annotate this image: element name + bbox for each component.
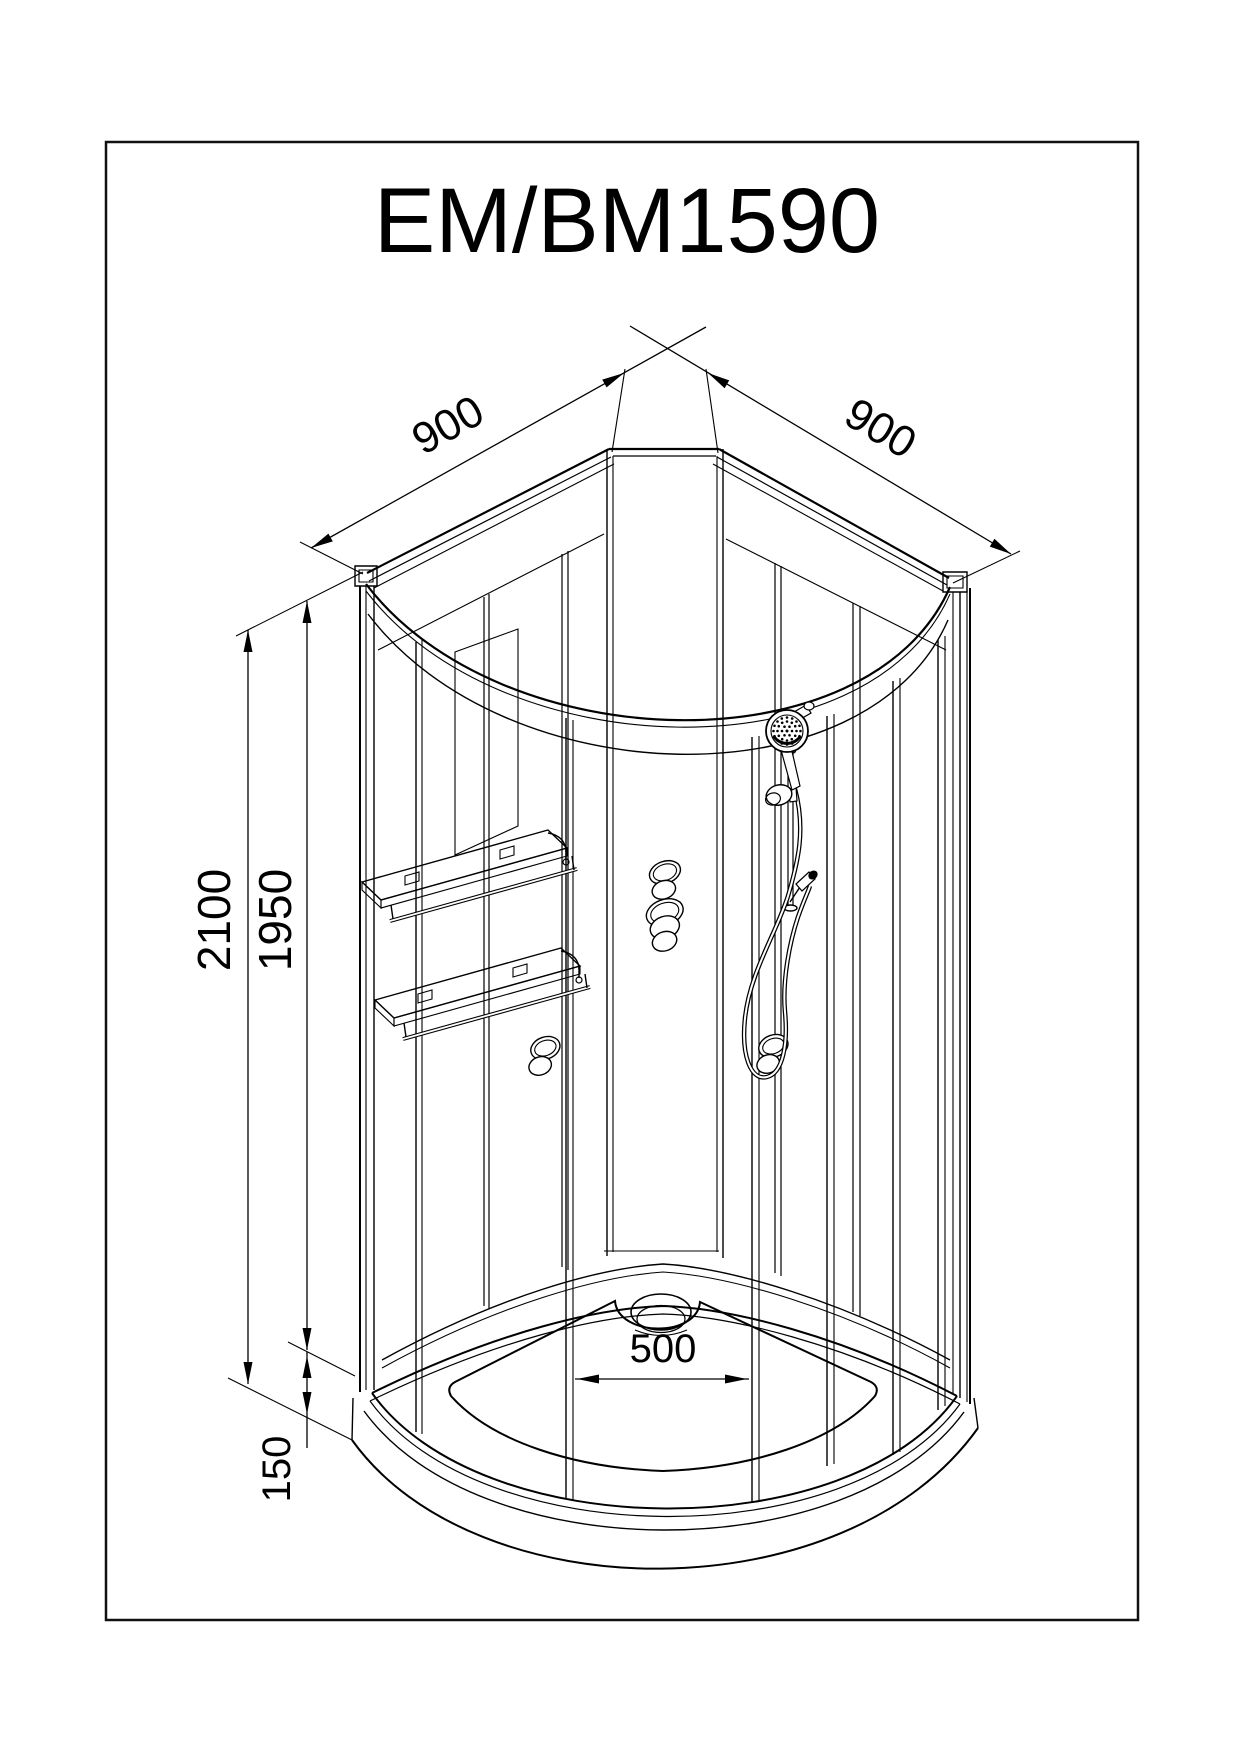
dim-label-left-width: 900 [403,386,492,465]
dim-label-cabin-height: 1950 [249,868,301,972]
shower-head-nozzles [772,716,802,746]
dim-label-door-opening: 500 [629,1327,697,1371]
drawing-title: EM/BM1590 [373,170,881,272]
dim-label-overall-height: 2100 [188,868,240,972]
dim-label-tray-height: 150 [255,1435,299,1503]
dim-label-right-width: 900 [836,388,925,469]
